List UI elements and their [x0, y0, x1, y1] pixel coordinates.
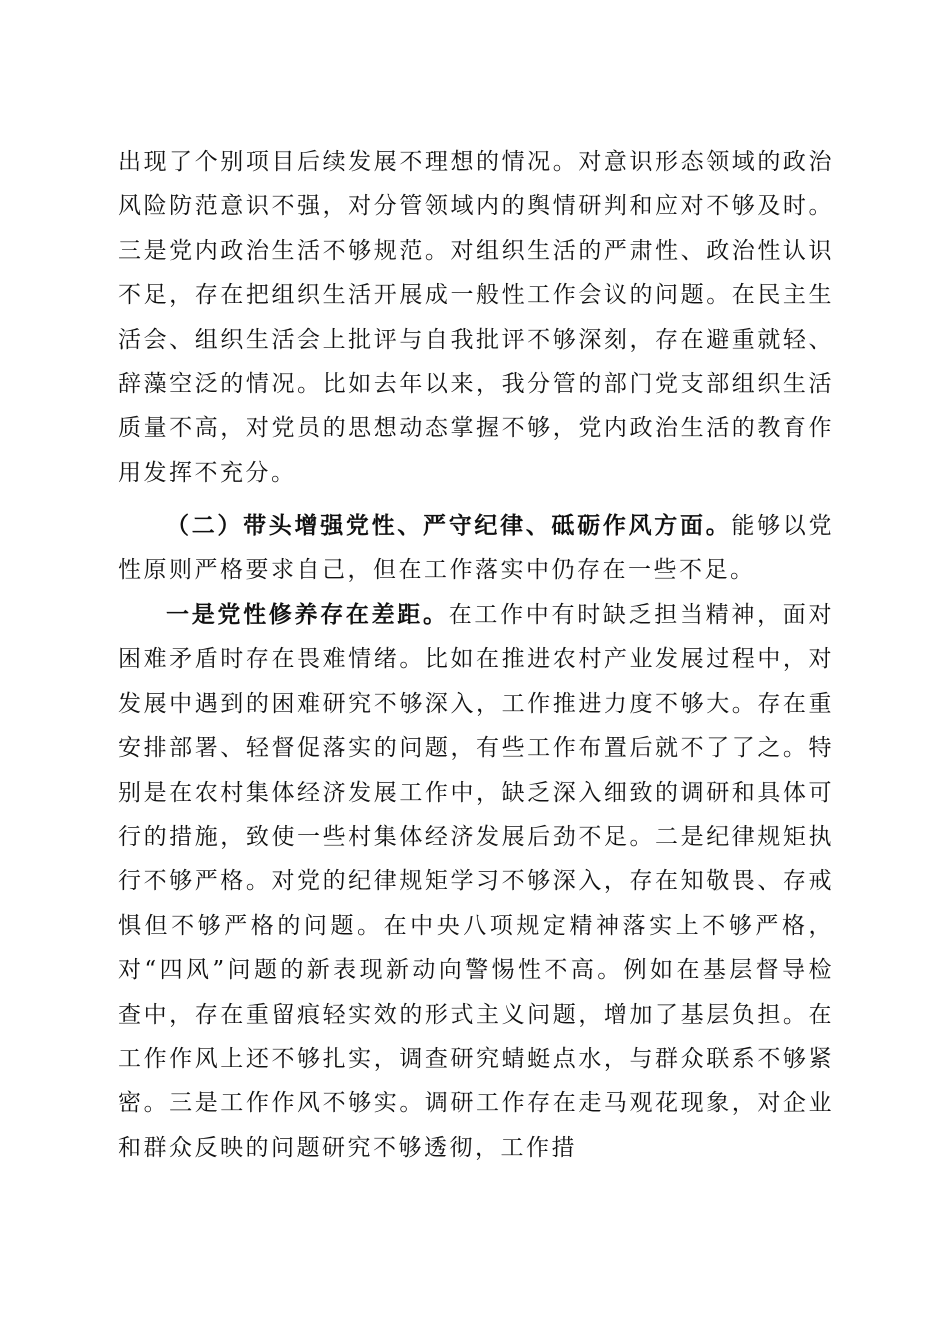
party-spirit-text: 在工作中有时缺乏担当精神，面对困难矛盾时存在畏难情绪。比如在推进农村产业发展过程中，对发展中遇到的困难研究不够深入，工作推进力度不够大。存在重安排部署、轻督促落实的问题，有些工作布置后就不了了之。特别是在农村集体经济发展工作中，缺乏深入细致的调研和具体可行的措施，致使一些村集体经济发展后劲不足。二是纪律规矩执行不够严格。对党的纪律规矩学习不够深入，存在知敬畏、存戒惧但不够严格的问题。在中央八项规定精神落实上不够严格，对“四风”问题的新表现新动向警惕性不高。例如在基层督导检查中，存在重留痕轻实效的形式主义问题，增加了基层负担。在工作作风上还不够扎实，调查研究蜻蜓点水，与群众联系不够紧密。三是工作作风不够实。调研工作存在走马观花现象，对企业和群众反映的问题研究不够透彻，工作措 — [118, 602, 835, 1161]
party-spirit-heading: 一是党性修养存在差距。 — [166, 601, 449, 628]
paragraph-party-spirit — [118, 593, 834, 1170]
paragraph-continuation — [118, 140, 834, 495]
section-two-text: 能够以党性原则严格要求自己，但在工作落实中仍存在一些不足。 — [118, 513, 835, 584]
paragraph-section-two — [118, 504, 834, 593]
section-two-heading: （二）带头增强党性、严守纪律、砥砺作风方面。 — [166, 512, 732, 539]
paragraph-1-text: 出现了个别项目后续发展不理想的情况。对意识形态领域的政治风险防范意识不强，对分管领域内的舆情研判和应对不够及时。三是党内政治生活不够规范。对组织生活的严肃性、政治性认识不足，存在把组织生活开展成一般性工作会议的问题。在民主生活会、组织生活会上批评与自我批评不够深刻，存在避重就轻、辞藻空泛的情况。比如去年以来，我分管的部门党支部组织生活质量不高，对党员的思想动态掌握不够，党内政治生活的教育作用发挥不充分。 — [118, 149, 834, 486]
